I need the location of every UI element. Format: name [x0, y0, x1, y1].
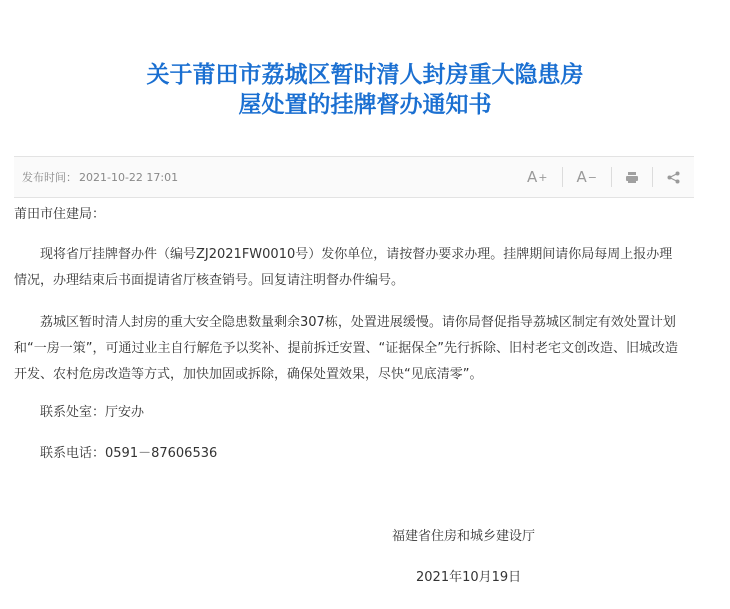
salutation: 莆田市住建局： [14, 207, 106, 222]
body-paragraph-1: 现将省厅挂牌督办件（编号ZJ2021FW0010号）发你单位，请按督办要求办理。挂牌期间请你局每周上报办理情况，办理结束后书面提请省厅核查销号。回复请注明督办件编号。 [14, 247, 673, 288]
article-tools [513, 166, 694, 188]
print-button[interactable] [611, 167, 652, 187]
publish-time-label: 发布时间： [22, 171, 77, 184]
font-increase-icon: A [527, 168, 538, 186]
share-icon [667, 171, 680, 184]
publish-time [22, 169, 178, 185]
font-increase-button[interactable]: A + [527, 168, 548, 186]
article-meta-bar [14, 156, 694, 198]
article-title [0, 60, 730, 120]
body-paragraph-2: 荔城区暂时清人封房的重大安全隐患数量剩余307栋，处置进展缓慢。请你局督促指导荔城区制定有效处置计划和“一房一策”，可通过业主自行解危予以奖补、提前拆迁安置、“证据保全”先行拆除、旧村老宅文创改造、旧城改造开发、农村危房改造等方式，加快加固或拆除，确保处置效果，尽快“见底清零”。 [14, 315, 678, 382]
article-title-line-2: 屋处置的挂牌督办通知书 [238, 92, 492, 118]
publish-time-value: 2021-10-22 17:01 [79, 171, 179, 184]
share-button[interactable] [652, 167, 694, 187]
issue-date: 2021年10月19日 [416, 570, 522, 585]
font-decrease-icon: A [576, 168, 587, 186]
issuer-signature: 福建省住房和城乡建设厅 [392, 529, 536, 544]
font-decrease-button[interactable]: A − [562, 167, 611, 187]
article-title-line-1: 关于莆田市荔城区暂时清人封房重大隐患房 [146, 62, 584, 88]
contact-phone: 联系电话：0591－87606536 [40, 446, 218, 461]
print-icon [626, 172, 638, 183]
contact-office: 联系处室：厅安办 [40, 405, 145, 420]
